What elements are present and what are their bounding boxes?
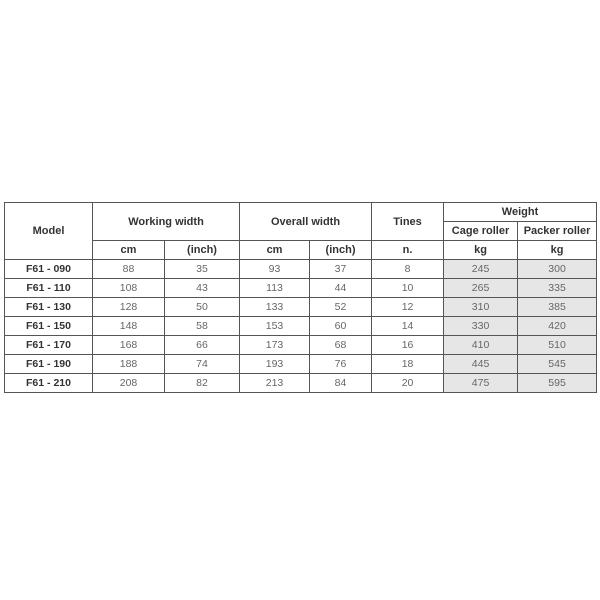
value-cell: 510	[518, 336, 597, 355]
value-cell: 43	[165, 279, 240, 298]
value-cell: 128	[93, 298, 165, 317]
value-cell: 14	[372, 317, 444, 336]
value-cell: 208	[93, 374, 165, 393]
value-cell: 74	[165, 355, 240, 374]
model-cell: F61 - 170	[5, 336, 93, 355]
value-cell: 595	[518, 374, 597, 393]
table-row	[5, 260, 597, 279]
value-cell: 330	[444, 317, 518, 336]
value-cell: 108	[93, 279, 165, 298]
table-row	[5, 374, 597, 393]
table-row	[5, 336, 597, 355]
header-unit: (inch)	[310, 241, 372, 260]
value-cell: 20	[372, 374, 444, 393]
value-cell: 213	[240, 374, 310, 393]
model-cell: F61 - 090	[5, 260, 93, 279]
value-cell: 475	[444, 374, 518, 393]
header-unit: cm	[93, 241, 165, 260]
table-body	[5, 260, 597, 393]
model-cell: F61 - 190	[5, 355, 93, 374]
value-cell: 385	[518, 298, 597, 317]
value-cell: 52	[310, 298, 372, 317]
value-cell: 168	[93, 336, 165, 355]
value-cell: 88	[93, 260, 165, 279]
model-cell: F61 - 130	[5, 298, 93, 317]
value-cell: 68	[310, 336, 372, 355]
value-cell: 58	[165, 317, 240, 336]
header-unit: kg	[444, 241, 518, 260]
value-cell: 93	[240, 260, 310, 279]
table-row	[5, 317, 597, 336]
value-cell: 335	[518, 279, 597, 298]
table-row	[5, 279, 597, 298]
value-cell: 60	[310, 317, 372, 336]
value-cell: 545	[518, 355, 597, 374]
spec-table-container	[4, 202, 596, 393]
header-packer-roller: Packer roller	[518, 222, 597, 241]
header-row-units	[5, 241, 597, 260]
table-row	[5, 355, 597, 374]
spec-table	[4, 202, 597, 393]
value-cell: 10	[372, 279, 444, 298]
header-model: Model	[5, 203, 93, 260]
value-cell: 35	[165, 260, 240, 279]
value-cell: 16	[372, 336, 444, 355]
value-cell: 410	[444, 336, 518, 355]
value-cell: 50	[165, 298, 240, 317]
header-overall-width: Overall width	[240, 203, 372, 241]
value-cell: 66	[165, 336, 240, 355]
value-cell: 44	[310, 279, 372, 298]
value-cell: 420	[518, 317, 597, 336]
value-cell: 113	[240, 279, 310, 298]
value-cell: 18	[372, 355, 444, 374]
value-cell: 76	[310, 355, 372, 374]
value-cell: 84	[310, 374, 372, 393]
value-cell: 12	[372, 298, 444, 317]
value-cell: 300	[518, 260, 597, 279]
header-unit: kg	[518, 241, 597, 260]
header-unit: cm	[240, 241, 310, 260]
header-weight: Weight	[444, 203, 597, 222]
value-cell: 188	[93, 355, 165, 374]
value-cell: 265	[444, 279, 518, 298]
value-cell: 173	[240, 336, 310, 355]
value-cell: 445	[444, 355, 518, 374]
value-cell: 37	[310, 260, 372, 279]
table-row	[5, 298, 597, 317]
model-cell: F61 - 210	[5, 374, 93, 393]
model-cell: F61 - 110	[5, 279, 93, 298]
model-cell: F61 - 150	[5, 317, 93, 336]
value-cell: 133	[240, 298, 310, 317]
value-cell: 245	[444, 260, 518, 279]
header-cage-roller: Cage roller	[444, 222, 518, 241]
header-row-top	[5, 203, 597, 222]
value-cell: 148	[93, 317, 165, 336]
header-unit: n.	[372, 241, 444, 260]
header-tines: Tines	[372, 203, 444, 241]
header-working-width: Working width	[93, 203, 240, 241]
value-cell: 8	[372, 260, 444, 279]
header-unit: (inch)	[165, 241, 240, 260]
value-cell: 193	[240, 355, 310, 374]
value-cell: 310	[444, 298, 518, 317]
value-cell: 153	[240, 317, 310, 336]
value-cell: 82	[165, 374, 240, 393]
